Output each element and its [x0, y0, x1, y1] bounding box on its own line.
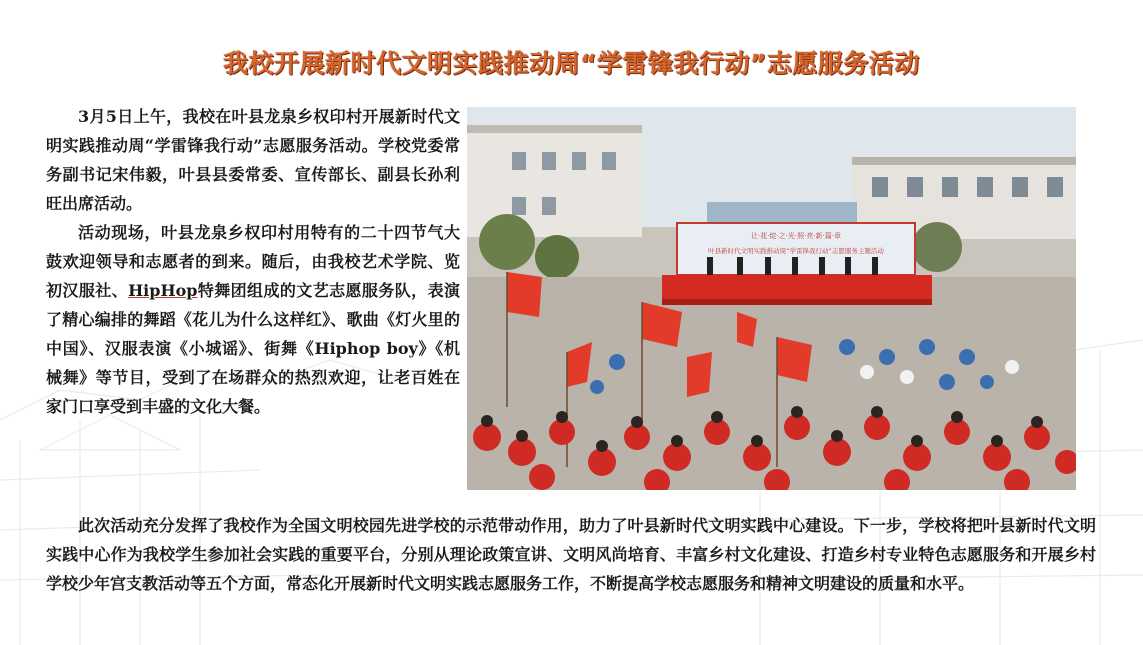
hiphop-term: HipHop [128, 281, 198, 300]
event-photo [467, 107, 1076, 490]
paragraph-2-part-c: 特舞团组成的文艺志愿服务队，表演了精心编排的舞蹈《花儿为什么这样红》、歌曲《灯火里的中国》、汉服表演《小城谣》、街舞《Hiphop boy》《机械舞》等节目，受到了在场群众的热烈欢迎，让老百姓在家门口享受到丰盛的文化大餐。 [46, 281, 460, 416]
paragraph-1: 3月5日上午，我校在叶县龙泉乡权印村开展新时代文明实践推动周“学雷锋我行动”志愿服务活动。学校党委常务副书记宋伟毅，叶县县委常委、宣传部长、副县长孙利旺出席活动。 [46, 107, 460, 213]
article-left-column [46, 102, 460, 421]
stage-banner-line1: 让·花·绽·之·光·照·亮·新·篇·章 [750, 232, 842, 240]
paragraph-2 [46, 218, 460, 421]
page-title: 我校开展新时代文明实践推动周“学雷锋我行动”志愿服务活动 [223, 49, 920, 78]
paragraph-2-part-a: 活动现场，叶县龙泉乡权印村用特有的二十四节气大鼓欢迎领导和志愿者的到来。随后，由我校艺术学院、览初汉服社、 [46, 223, 460, 300]
event-photo-illustration [467, 107, 1076, 490]
stage-banner-line2: 叶县新时代文明实践推动周“学雷锋我行动”志愿服务主题活动 [708, 247, 884, 255]
article-bottom-section [46, 511, 1096, 598]
paragraph-3: 此次活动充分发挥了我校作为全国文明校园先进学校的示范带动作用，助力了叶县新时代文明实践中心建设。下一步，学校将把叶县新时代文明实践中心作为我校学生参加社会实践的重要平台，分别从理论政策宣讲、文明风尚培育、丰富乡村文化建设、打造乡村专业特色志愿服务和开展乡村学校少年宫支教活动等五个方面，常态化开展新时代文明实践志愿服务工作，不断提高学校志愿服务和精神文明建设的质量和水平。 [46, 516, 1096, 593]
